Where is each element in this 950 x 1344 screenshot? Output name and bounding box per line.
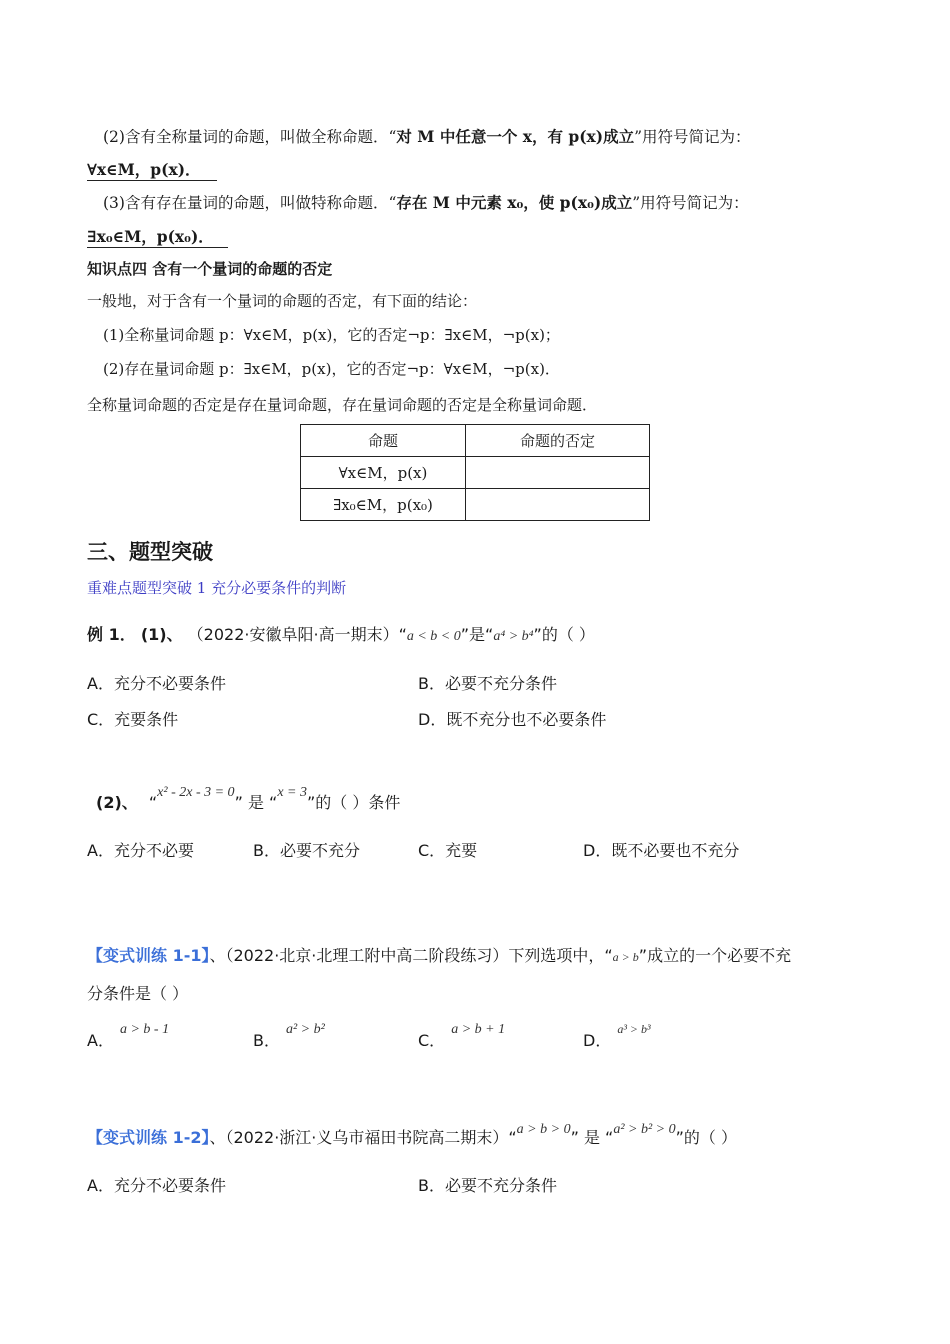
paragraph-existential	[103, 193, 749, 213]
kp4-title: 知识点四 含有一个量词的命题的否定	[87, 260, 333, 278]
option-c[interactable]	[418, 1022, 506, 1051]
variant-text: ”成立的一个必要不充	[638, 946, 792, 965]
kp4-item-2: (2)存在量词命题 p：∃x∈M，p(x)，它的否定¬p：∀x∈M，¬p(x)．	[103, 360, 560, 378]
section-subtitle: 重难点题型突破 1 充分必要条件的判断	[87, 579, 347, 597]
option-b[interactable]: B．必要不充分条件	[418, 1176, 557, 1195]
kp4-intro: 一般地，对于含有一个量词的命题的否定，有下面的结论：	[87, 292, 478, 310]
existential-formula-text: ∃x₀∈M，p(x₀)．	[87, 227, 228, 248]
example-label: 例 1．	[87, 625, 136, 644]
option-a[interactable]: A．充分不必要	[87, 841, 194, 860]
section-title: 三、题型突破	[87, 540, 213, 564]
option-d[interactable]: D．既不充分也不必要条件	[418, 710, 607, 729]
question-end: ”的（ ）	[533, 625, 595, 644]
table-cell: ∀x∈M，p(x)	[301, 457, 466, 489]
kp4-item-1: (1)全称量词命题 p：∀x∈M，p(x)，它的否定¬p：∃x∈M，¬p(x)；	[103, 326, 560, 344]
universal-formula-text: ∀x∈M，p(x)．	[87, 160, 217, 181]
option-formula: a² > b²	[285, 1022, 325, 1037]
negation-table	[300, 424, 650, 521]
condition-formula: x = 3	[277, 785, 307, 800]
paragraph-universal	[103, 127, 751, 147]
option-b[interactable]: B．必要不充分条件	[418, 674, 557, 693]
option-letter: C．	[418, 1031, 446, 1050]
table-row	[301, 489, 650, 521]
condition-formula: a < b < 0	[406, 629, 461, 644]
condition-formula: a⁴ > b⁴	[493, 629, 534, 644]
condition-formula: x² - 2x - 3 = 0	[157, 785, 235, 800]
table-cell	[466, 457, 650, 489]
variant-1-2	[87, 1122, 738, 1148]
question-end: ”的（ ）	[675, 1128, 738, 1147]
variant-text: 、（2022·北京·北理工附中高二阶段练习）下列选项中，“	[209, 946, 613, 965]
option-letter: B．	[253, 1031, 280, 1050]
example1-part1	[87, 622, 595, 645]
kp4-summary: 全称量词命题的否定是存在量词命题，存在量词命题的否定是全称量词命题．	[87, 396, 598, 414]
existential-tail: ”用符号简记为：	[632, 194, 749, 212]
part-label: (2)、	[96, 793, 138, 812]
option-letter: A．	[87, 1031, 114, 1050]
part-label: (1)、	[140, 625, 183, 644]
option-c[interactable]: C．充要	[418, 841, 478, 860]
option-b[interactable]	[253, 1022, 325, 1051]
variant-text: 、（2022·浙江·义乌市福田书院高二期末）“	[209, 1128, 517, 1147]
option-a[interactable]	[87, 1022, 170, 1051]
open-quote: “	[148, 793, 158, 812]
connector-text: ”是“	[460, 625, 494, 644]
option-formula: a³ > b³	[617, 1022, 651, 1036]
table-cell	[466, 489, 650, 521]
variant-tag: 【变式训练 1-2】	[87, 1128, 210, 1147]
option-a[interactable]: A．充分不必要条件	[87, 1176, 226, 1195]
universal-tail: ”用符号简记为：	[634, 128, 751, 146]
connector-text: ” 是 “	[570, 1128, 614, 1147]
condition-formula: a > b > 0	[516, 1122, 571, 1137]
option-formula: a > b - 1	[119, 1022, 170, 1037]
option-letter: D．	[583, 1031, 612, 1050]
existential-formula	[87, 227, 228, 247]
example-source: （2022·安徽阜阳·高一期末）“	[187, 625, 407, 644]
universal-text: (2)含有全称量词的命题，叫做全称命题．“	[103, 128, 397, 146]
table-row	[301, 457, 650, 489]
table-header: 命题	[301, 425, 466, 457]
option-d[interactable]: D．既不必要也不充分	[583, 841, 740, 860]
question-end: ”的（ ）条件	[307, 793, 401, 812]
variant-text-line2: 分条件是（ ）	[87, 984, 189, 1003]
variant-1-1	[87, 943, 791, 966]
option-d[interactable]	[583, 1022, 651, 1051]
universal-bold: 对 M 中任意一个 x，有 p(x)成立	[396, 127, 635, 146]
example1-part2	[96, 785, 401, 813]
variant-tag: 【变式训练 1-1】	[87, 946, 210, 965]
connector-text: ” 是 “	[234, 793, 278, 812]
existential-text: (3)含有存在量词的命题，叫做特称命题．“	[103, 194, 397, 212]
existential-bold: 存在 M 中元素 x₀，使 p(x₀)成立	[396, 193, 633, 212]
option-c[interactable]: C．充要条件	[87, 710, 179, 729]
condition-formula: a > b	[612, 950, 639, 964]
option-b[interactable]: B．必要不充分	[253, 841, 360, 860]
condition-formula: a² > b² > 0	[613, 1122, 676, 1137]
universal-formula	[87, 160, 217, 180]
option-a[interactable]: A．充分不必要条件	[87, 674, 226, 693]
table-cell: ∃x₀∈M，p(x₀)	[301, 489, 466, 521]
option-formula: a > b + 1	[451, 1022, 506, 1037]
table-header: 命题的否定	[466, 425, 650, 457]
table-header-row	[301, 425, 650, 457]
